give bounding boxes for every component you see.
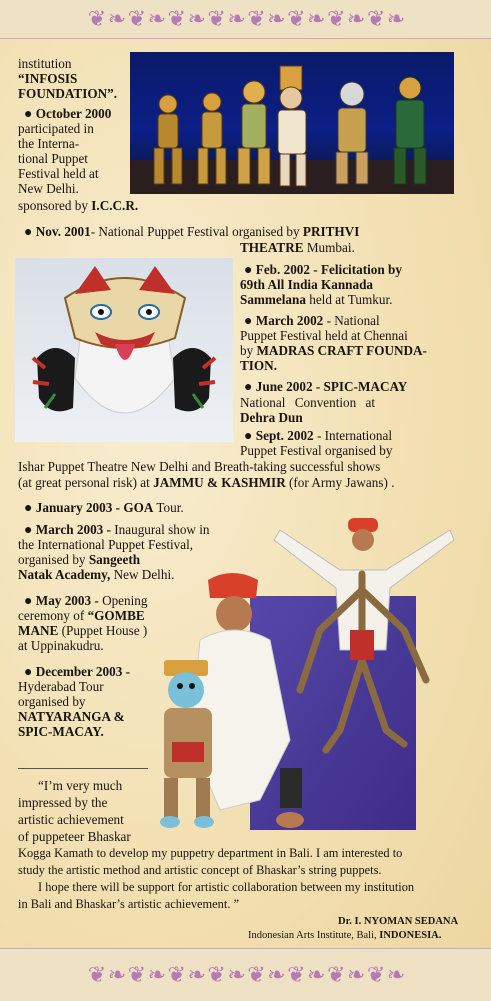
event-oct-2000-title: ● October 2000 [24, 106, 112, 122]
event-dec-2003: ● December 2003 - [24, 664, 130, 680]
puppets-row-photo [130, 52, 454, 194]
quote-line: study the artistic method and artistic concept of Bhaskar’s string puppets. [18, 863, 382, 877]
bullet-icon: ● [24, 523, 33, 538]
event-text: NATYARANGA & [18, 709, 125, 724]
event-text: TION. [240, 358, 278, 373]
event-text: sponsored by I.C.C.R. [18, 198, 139, 213]
intro-line: FOUNDATION”. [18, 86, 118, 101]
event-text: Hyderabad Tour [18, 679, 104, 694]
intro-line: “INFOSIS [18, 71, 78, 86]
quote-line: I hope there will be support for artistic collaboration between my institution [38, 880, 415, 894]
event-text: the Interna- [18, 136, 80, 151]
bottom-ornamental-border [0, 948, 491, 1001]
event-text: tional Puppet [18, 151, 88, 166]
top-ornamental-border [0, 0, 491, 39]
event-text: SPIC-MACAY. [18, 724, 104, 739]
event-text: New Delhi. [18, 181, 79, 196]
intro-line: institution [18, 56, 72, 71]
quote-line: “I’m very much [38, 778, 123, 793]
quote-divider [18, 768, 148, 769]
event-jun-2002: ● June 2002 - SPIC-MACAY [244, 379, 408, 395]
event-text: MANE (Puppet House ) [18, 623, 148, 638]
event-text: Puppet Festival organised by [240, 443, 393, 458]
demon-puppet-photo [15, 258, 233, 442]
event-text: participated in [18, 121, 94, 136]
bullet-icon: ● [24, 594, 33, 609]
event-text: THEATRE Mumbai. [240, 240, 355, 255]
quote-author: Dr. I. NYOMAN SEDANA [338, 916, 459, 927]
event-text: Natak Academy, New Delhi. [18, 567, 175, 582]
quote-line: of puppeteer Bhaskar [18, 829, 131, 844]
event-mar-2002: ● March 2002 - National [244, 313, 380, 329]
event-text: 69th All India Kannada [240, 277, 374, 292]
event-text: Dehra Dun [240, 410, 303, 425]
quote-affiliation: Indonesian Arts Institute, Bali, INDONESIA. [248, 930, 442, 941]
event-text: Sammelana held at Tumkur. [240, 292, 393, 307]
event-text: organised by [18, 694, 86, 709]
event-feb-2002: ● Feb. 2002 - Felicitation by [244, 262, 402, 278]
bullet-icon: ● [244, 429, 253, 444]
event-text: ceremony of “GOMBE [18, 608, 145, 623]
event-nov-2001: ● Nov. 2001- National Puppet Festival organised by PRITHVI [24, 224, 360, 240]
border-ornament: ❦ ❧ ❦ ❧ ❦ ❧ ❦ ❧ ❦ ❧ ❦ ❧ ❦ ❧ ❦ ❧ [87, 6, 404, 31]
bullet-icon: ● [24, 107, 33, 122]
event-text: Puppet Festival held at Chennai [240, 328, 408, 343]
event-jan-2003: ● January 2003 - GOA Tour. [24, 500, 184, 516]
bullet-icon: ● [244, 380, 253, 395]
bullet-icon: ● [24, 225, 33, 240]
quote-line: impressed by the [18, 795, 108, 810]
event-mar-2003: ● March 2003 - Inaugural show in [24, 522, 210, 538]
quote-line: artistic achievement [18, 812, 124, 827]
event-text: National Convention at [240, 395, 376, 410]
event-text: the International Puppet Festival, [18, 537, 194, 552]
event-sep-2002: ● Sept. 2002 - International [244, 428, 393, 444]
bullet-icon: ● [24, 501, 33, 516]
quote-line: in Bali and Bhaskar’s artistic achievement. ” [18, 897, 240, 911]
bullet-icon: ● [24, 665, 33, 680]
event-text: (at great personal risk) at JAMMU & KASHMIR (for Army Jawans) . [18, 475, 395, 490]
event-may-2003: ● May 2003 - Opening [24, 593, 148, 609]
quote-line: Kogga Kamath to develop my puppetry department in Bali. I am interested to [18, 846, 403, 860]
event-text: organised by Sangeeth [18, 552, 141, 567]
bullet-icon: ● [244, 263, 253, 278]
event-text: by MADRAS CRAFT FOUNDA- [240, 343, 427, 358]
event-text: at Uppinakudru. [18, 638, 104, 653]
event-text: Festival held at [18, 166, 99, 181]
bullet-icon: ● [244, 314, 253, 329]
border-ornament: ❦ ❧ ❦ ❧ ❦ ❧ ❦ ❧ ❦ ❧ ❦ ❧ ❦ ❧ ❦ ❧ [87, 962, 404, 987]
puppeteer-photo [150, 510, 468, 848]
event-text: Ishar Puppet Theatre New Delhi and Breath-taking successful shows [18, 459, 381, 474]
